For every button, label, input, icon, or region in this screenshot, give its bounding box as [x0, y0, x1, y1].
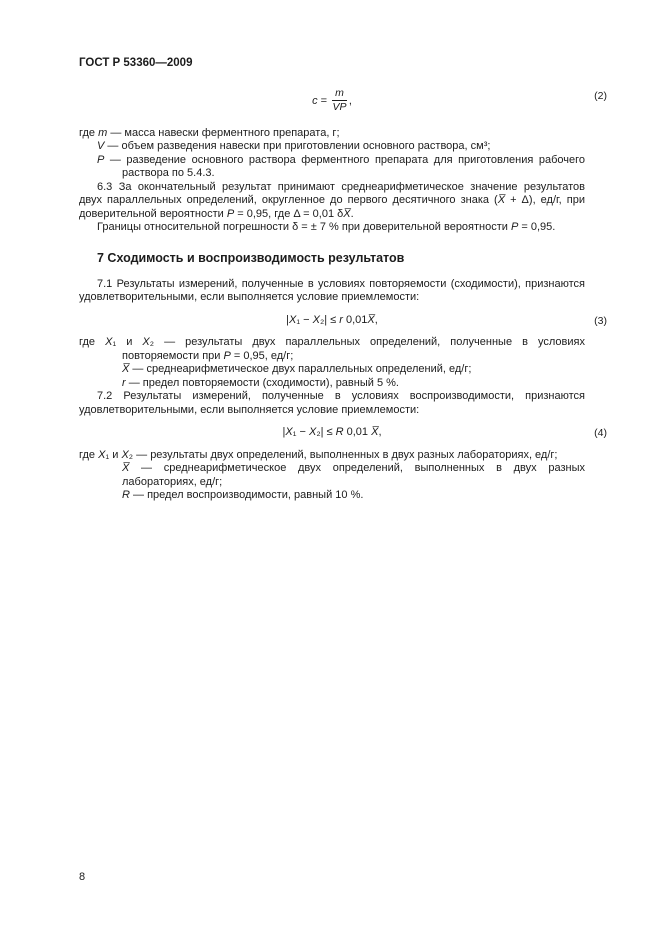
fraction-numerator: m: [332, 88, 347, 102]
formula-2-lhs: c: [312, 95, 318, 108]
definition-x1-x2-reproducibility: где X₁ и X₂ — результаты двух определений, выполненных в двух разных лабораториях, ед/г;: [79, 448, 558, 461]
page-number: 8: [79, 871, 86, 883]
paragraph-6-3: 6.3 За окончательный результат принимают среднеарифметическое значение результатов двух параллельных определений, округленное до первого десятичного знака (X̅ + Δ), ед/г, при доверительной вероятности P = 0,95, где Δ = 0,01 δX̅.: [79, 180, 585, 220]
formula-4-number: (4): [594, 427, 607, 439]
formula-3-number: (3): [594, 314, 607, 327]
formula-3: [79, 313, 607, 328]
definition-m: где m — масса навески ферментного препарата, г;: [79, 126, 340, 139]
formula-4: [79, 426, 607, 440]
paragraph-error-bounds: Границы относительной погрешности δ = ± 7 % при доверительной вероятности P = 0,95.: [97, 221, 556, 233]
formula-2-comma: ,: [348, 95, 352, 108]
definition-p: P — разведение основного раствора ферментного препарата для приготовления рабочего раствора по 5.4.3.: [97, 153, 585, 179]
formula-2: [79, 86, 607, 115]
formula-2-expression: [312, 86, 352, 113]
page-content: [79, 57, 607, 503]
formula-2-equals: =: [317, 95, 331, 108]
fraction-denominator: VP: [332, 101, 347, 113]
definition-R-limit: R — предел воспроизводимости, равный 10 %.: [122, 489, 364, 501]
paragraph-7-1: 7.1 Результаты измерений, полученные в условиях повторяемости (сходимости), признаются удовлетворительными, если выполняется условие приемлемости:: [79, 277, 585, 303]
formula-2-number: (2): [594, 89, 607, 102]
definition-v: V — объем разведения навески при приготовлении основного раствора, см³;: [97, 140, 491, 152]
fraction: [332, 88, 347, 114]
definition-x1-x2-repeatability: где X₁ и X₂ — результаты двух параллельных определений, полученные в условиях повторяемости при P = 0,95, ед/г;: [79, 336, 585, 362]
document-header: ГОСТ Р 53360—2009: [79, 57, 193, 69]
definition-xbar-repeatability: X̅ — среднеарифметическое двух параллельных определений, ед/г;: [122, 363, 472, 375]
section-7-heading: 7 Сходимость и воспроизводимость результатов: [97, 250, 405, 265]
paragraph-7-2: 7.2 Результаты измерений, полученные в условиях воспроизводимости, признаются удовлетворительными, если выполняется условие приемлемости:: [79, 390, 585, 416]
formula-4-expression: |X₁ − X₂| ≤ R 0,01 X̅,: [282, 426, 382, 438]
definition-r-limit: r — предел повторяемости (сходимости), равный 5 %.: [122, 376, 399, 389]
formula-3-expression: |X₁ − X₂| ≤ r 0,01X̅,: [286, 313, 378, 326]
definition-xbar-reproducibility: X̅ — среднеарифметическое двух определений, выполненных в двух разных лабораториях, ед/г;: [122, 462, 585, 488]
